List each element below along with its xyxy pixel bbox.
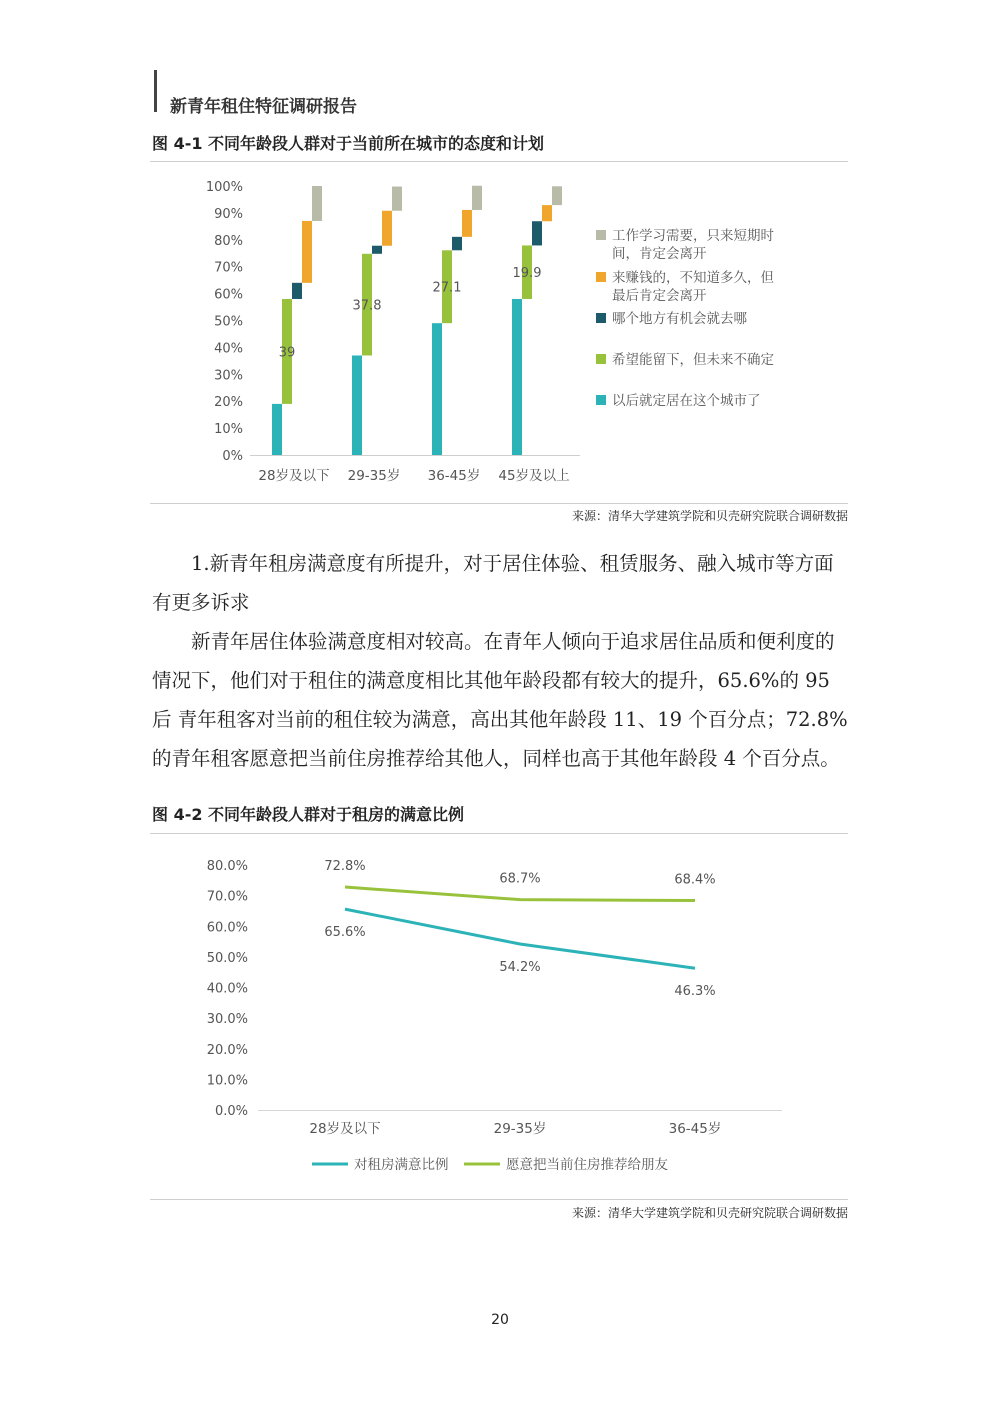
chart1-legend-swatch xyxy=(596,230,606,240)
chart1-bar-segment xyxy=(392,187,402,211)
chart1-y-tick-label: 70% xyxy=(214,260,243,276)
chart1-bar-segment xyxy=(512,299,522,455)
chart2-y-tick-label: 70.0% xyxy=(206,889,248,905)
chart1-bar-segment xyxy=(472,186,482,210)
chart1-bar-segment xyxy=(312,186,322,221)
chart2-legend-label: 愿意把当前住房推荐给朋友 xyxy=(506,1157,668,1173)
paragraph-line-3: 后 青年租客对当前的租住较为满意，高出其他年龄段 11、19 个百分点；72.8% xyxy=(152,708,848,731)
chart1-y-tick-label: 20% xyxy=(214,395,243,411)
chart1-y-tick-label: 80% xyxy=(214,233,243,249)
figure-2-bottom-rule xyxy=(150,1199,848,1200)
chart1-bar-segment xyxy=(532,221,542,245)
paragraph-line-1: 新青年居住体验满意度相对较高。在青年人倾向于追求居住品质和便利度的 xyxy=(191,630,835,653)
chart2-y-tick-label: 20.0% xyxy=(206,1042,248,1058)
chart1-y-tick-label: 50% xyxy=(214,314,243,330)
chart1-bar-segment xyxy=(432,323,442,455)
chart1-y-tick-label: 90% xyxy=(214,206,243,222)
figure-2-source: 来源：清华大学建筑学院和贝壳研究院联合调研数据 xyxy=(571,1206,848,1220)
chart1-x-tick-label: 29-35岁 xyxy=(347,468,401,484)
figure-2-top-rule xyxy=(150,833,848,834)
figure-1-top-rule xyxy=(150,161,848,162)
chart1-data-label: 39 xyxy=(278,345,296,361)
chart1-legend-swatch xyxy=(596,354,606,364)
section-heading-line-1: 1.新青年租房满意度有所提升，对于居住体验、租赁服务、融入城市等方面 xyxy=(191,552,834,575)
chart1-legend-swatch xyxy=(596,395,606,405)
header-accent-bar xyxy=(154,70,157,112)
chart1-x-tick-label: 45岁及以上 xyxy=(498,468,570,484)
figure-2-title: 图 4-2 不同年龄段人群对于租房的满意比例 xyxy=(152,805,465,824)
figure-1-source: 来源：清华大学建筑学院和贝壳研究院联合调研数据 xyxy=(571,509,848,523)
chart1-bar-segment xyxy=(272,404,282,455)
chart1-data-label: 19.9 xyxy=(512,266,542,282)
section-heading-line-2: 有更多诉求 xyxy=(152,591,250,614)
paragraph-line-4: 的青年租客愿意把当前住房推荐给其他人，同样也高于其他年龄段 4 个百分点。 xyxy=(152,747,840,770)
chart1-legend-swatch xyxy=(596,313,606,323)
chart1-y-tick-label: 60% xyxy=(214,287,243,303)
chart2-series-line xyxy=(345,887,695,900)
page-number: 20 xyxy=(491,1312,509,1328)
paragraph-line-2: 情况下，他们对于租住的满意度相比其他年龄段都有较大的提升，65.6%的 95 xyxy=(152,669,830,692)
chart1-legend-label: 间，肯定会离开 xyxy=(612,246,707,262)
chart2-data-label: 72.8% xyxy=(324,859,366,875)
chart2-data-label: 54.2% xyxy=(499,960,541,976)
chart1-x-tick-label: 36-45岁 xyxy=(427,468,481,484)
chart2-y-tick-label: 80.0% xyxy=(206,859,248,874)
chart1-legend-label: 哪个地方有机会就去哪 xyxy=(612,311,747,327)
chart1-bar-segment xyxy=(552,186,562,205)
chart2-data-label: 68.7% xyxy=(499,871,541,887)
chart2-legend-label: 对租房满意比例 xyxy=(354,1157,449,1173)
chart1-bar-segment xyxy=(382,211,392,246)
chart1-legend-label: 希望能留下，但未来不确定 xyxy=(612,352,774,368)
chart1-data-label: 27.1 xyxy=(432,280,462,296)
chart1-legend-label: 来赚钱的，不知道多久，但 xyxy=(612,270,774,286)
figure-1-title: 图 4-1 不同年龄段人群对于当前所在城市的态度和计划 xyxy=(152,134,545,153)
body-text-block xyxy=(152,544,850,778)
chart1-bar-segment xyxy=(372,246,382,254)
figure-1-bottom-rule xyxy=(150,503,848,504)
chart2-y-tick-label: 0.0% xyxy=(214,1104,248,1119)
chart1-y-tick-label: 40% xyxy=(214,341,243,357)
chart1-y-tick-label: 30% xyxy=(214,368,243,384)
chart1-legend-label: 以后就定居在这个城市了 xyxy=(612,393,761,409)
chart1-y-tick-label: 10% xyxy=(214,422,243,438)
figure-1-chart xyxy=(150,165,850,500)
chart1-x-tick-label: 28岁及以下 xyxy=(258,468,330,484)
chart2-y-tick-label: 30.0% xyxy=(206,1012,248,1028)
chart1-bar-segment xyxy=(352,355,362,455)
chart2-y-tick-label: 60.0% xyxy=(206,920,248,936)
chart1-legend-label: 工作学习需要，只来短期时 xyxy=(612,228,774,244)
chart2-y-tick-label: 40.0% xyxy=(206,981,248,997)
chart2-data-label: 65.6% xyxy=(324,925,366,941)
chart2-x-tick-label: 29-35岁 xyxy=(493,1121,547,1137)
chart1-legend-label: 最后肯定会离开 xyxy=(612,288,707,304)
chart2-y-tick-label: 10.0% xyxy=(206,1073,248,1089)
chart1-bar-segment xyxy=(302,221,312,283)
chart1-bar-segment xyxy=(292,283,302,299)
chart1-y-tick-label: 0% xyxy=(222,449,243,464)
chart1-data-label: 37.8 xyxy=(352,298,382,314)
chart2-data-label: 68.4% xyxy=(674,872,716,888)
chart1-bar-segment xyxy=(542,205,552,221)
chart1-bar-segment xyxy=(462,210,472,237)
chart1-y-tick-label: 100% xyxy=(205,180,243,195)
report-header-title: 新青年租住特征调研报告 xyxy=(170,97,357,117)
figure-2-chart xyxy=(150,838,850,1193)
chart2-x-tick-label: 36-45岁 xyxy=(668,1121,722,1137)
chart2-y-tick-label: 50.0% xyxy=(206,950,248,966)
chart1-legend-swatch xyxy=(596,272,606,282)
chart2-data-label: 46.3% xyxy=(674,984,716,1000)
chart2-x-tick-label: 28岁及以下 xyxy=(309,1121,381,1137)
chart1-bar-segment xyxy=(452,237,462,250)
